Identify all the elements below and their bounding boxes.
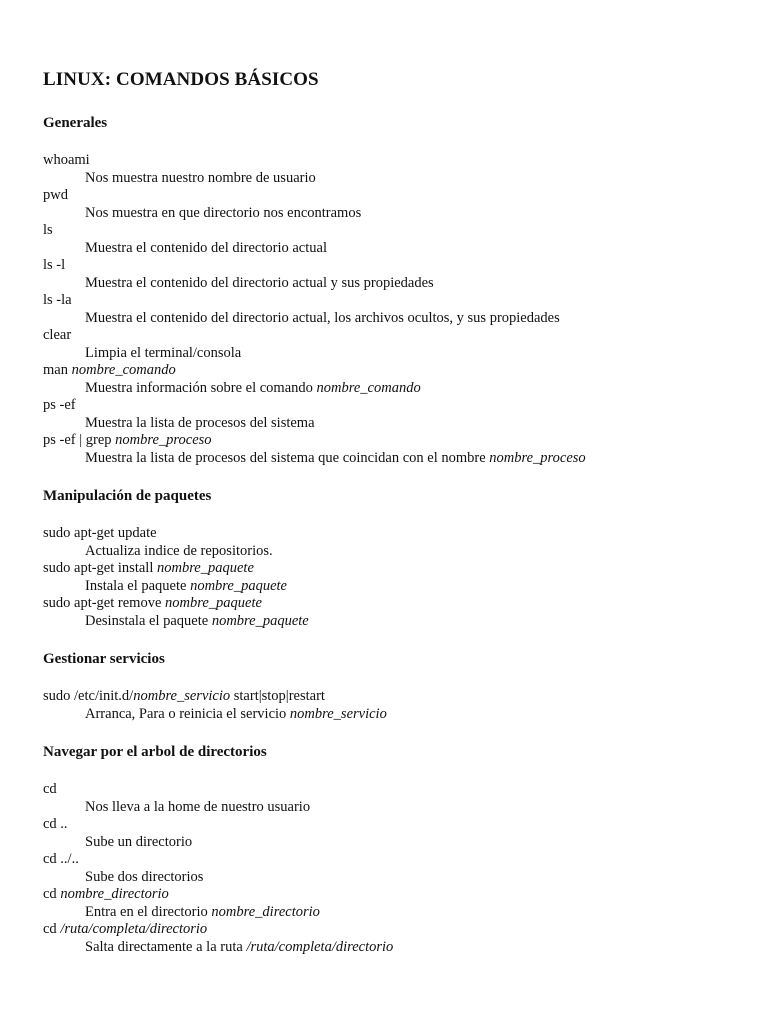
command-text: sudo apt-get install xyxy=(43,560,157,576)
command-text: cd xyxy=(43,886,61,902)
command-line xyxy=(43,362,743,380)
command-line xyxy=(43,851,743,869)
section-heading: Navegar por el arbol de directorios xyxy=(43,744,267,760)
command-description xyxy=(43,345,743,363)
command-text: ps -ef xyxy=(43,397,76,413)
command-line xyxy=(43,886,743,904)
command-line xyxy=(43,781,743,799)
command-description xyxy=(43,310,743,328)
document-page xyxy=(43,64,743,956)
description-text: Muestra información sobre el comando xyxy=(85,379,317,396)
description-text: Muestra el contenido del directorio actual, los archivos ocultos, y sus propiedades xyxy=(85,309,560,326)
description-text: Desinstala el paquete xyxy=(85,612,212,629)
command-argument: /ruta/completa/directorio xyxy=(60,921,208,937)
command-text: man xyxy=(43,362,72,378)
command-description xyxy=(43,904,743,922)
command-text: sudo apt-get update xyxy=(43,525,157,541)
description-text: Nos muestra nuestro nombre de usuario xyxy=(85,169,316,186)
command-text: whoami xyxy=(43,152,90,168)
command-description xyxy=(43,380,743,398)
description-text: Entra en el directorio xyxy=(85,903,212,920)
description-argument: nombre_comando xyxy=(316,379,421,396)
section-heading: Gestionar servicios xyxy=(43,651,165,667)
command-description xyxy=(43,939,743,957)
command-description xyxy=(43,834,743,852)
command-line xyxy=(43,525,743,543)
command-line xyxy=(43,292,743,310)
command-line xyxy=(43,152,743,170)
command-description xyxy=(43,578,743,596)
section-heading: Generales xyxy=(43,115,108,131)
command-argument: nombre_directorio xyxy=(60,886,169,902)
command-description xyxy=(43,170,743,188)
command-description xyxy=(43,240,743,258)
section-heading: Manipulación de paquetes xyxy=(43,488,212,504)
description-text: Limpia el terminal/consola xyxy=(85,344,242,361)
description-text: Nos muestra en que directorio nos encontramos xyxy=(85,204,362,221)
description-argument: nombre_paquete xyxy=(190,577,287,594)
command-argument: nombre_servicio xyxy=(133,688,231,704)
command-text: cd xyxy=(43,921,61,937)
description-argument: nombre_directorio xyxy=(211,903,320,920)
command-line xyxy=(43,397,743,415)
command-text: clear xyxy=(43,327,72,343)
command-line xyxy=(43,187,743,205)
description-text: Instala el paquete xyxy=(85,577,191,594)
command-description xyxy=(43,275,743,293)
description-text: Muestra el contenido del directorio actual xyxy=(85,239,327,256)
command-line xyxy=(43,257,743,275)
command-line xyxy=(43,595,743,613)
command-text: sudo /etc/init.d/ xyxy=(43,688,134,704)
description-argument: nombre_servicio xyxy=(289,705,387,722)
command-line xyxy=(43,816,743,834)
command-text: cd xyxy=(43,781,57,797)
command-text: ls -l xyxy=(43,257,66,273)
command-options: start|stop|restart xyxy=(230,688,325,704)
command-text: sudo apt-get remove xyxy=(43,595,166,611)
command-argument: nombre_paquete xyxy=(165,595,262,611)
command-line xyxy=(43,432,743,450)
command-description xyxy=(43,613,743,631)
description-text: Sube un directorio xyxy=(85,833,193,850)
command-text: cd ../.. xyxy=(43,851,79,867)
command-argument: nombre_comando xyxy=(71,362,176,378)
command-text: ps -ef | grep xyxy=(43,432,116,448)
command-line xyxy=(43,921,743,939)
command-description xyxy=(43,799,743,817)
description-text: Muestra el contenido del directorio actual y sus propiedades xyxy=(85,274,434,291)
command-text: ls -la xyxy=(43,292,72,308)
description-text: Muestra la lista de procesos del sistema xyxy=(85,414,315,431)
sections-container xyxy=(43,114,743,956)
description-text: Nos lleva a la home de nuestro usuario xyxy=(85,798,311,815)
command-description xyxy=(43,205,743,223)
command-description xyxy=(43,415,743,433)
command-argument: nombre_proceso xyxy=(115,432,212,448)
document-title: LINUX: COMANDOS BÁSICOS xyxy=(43,69,319,90)
description-argument: nombre_paquete xyxy=(211,612,309,629)
command-line xyxy=(43,560,743,578)
description-argument: /ruta/completa/directorio xyxy=(246,938,394,955)
command-description xyxy=(43,450,743,468)
description-text: Sube dos directorios xyxy=(85,868,204,885)
command-description xyxy=(43,706,743,724)
description-text: Arranca, Para o reinicia el servicio xyxy=(85,705,290,722)
command-argument: nombre_paquete xyxy=(156,560,254,576)
command-text: cd .. xyxy=(43,816,68,832)
description-text: Muestra la lista de procesos del sistema que coincidan con el nombre xyxy=(85,449,490,466)
description-argument: nombre_proceso xyxy=(489,449,586,466)
command-description xyxy=(43,869,743,887)
command-text: ls xyxy=(43,222,53,238)
command-text: pwd xyxy=(43,187,68,203)
command-line xyxy=(43,688,743,706)
command-line xyxy=(43,327,743,345)
description-text: Actualiza indice de repositorios. xyxy=(85,542,273,559)
command-line xyxy=(43,222,743,240)
description-text: Salta directamente a la ruta xyxy=(85,938,247,955)
command-description xyxy=(43,543,743,561)
